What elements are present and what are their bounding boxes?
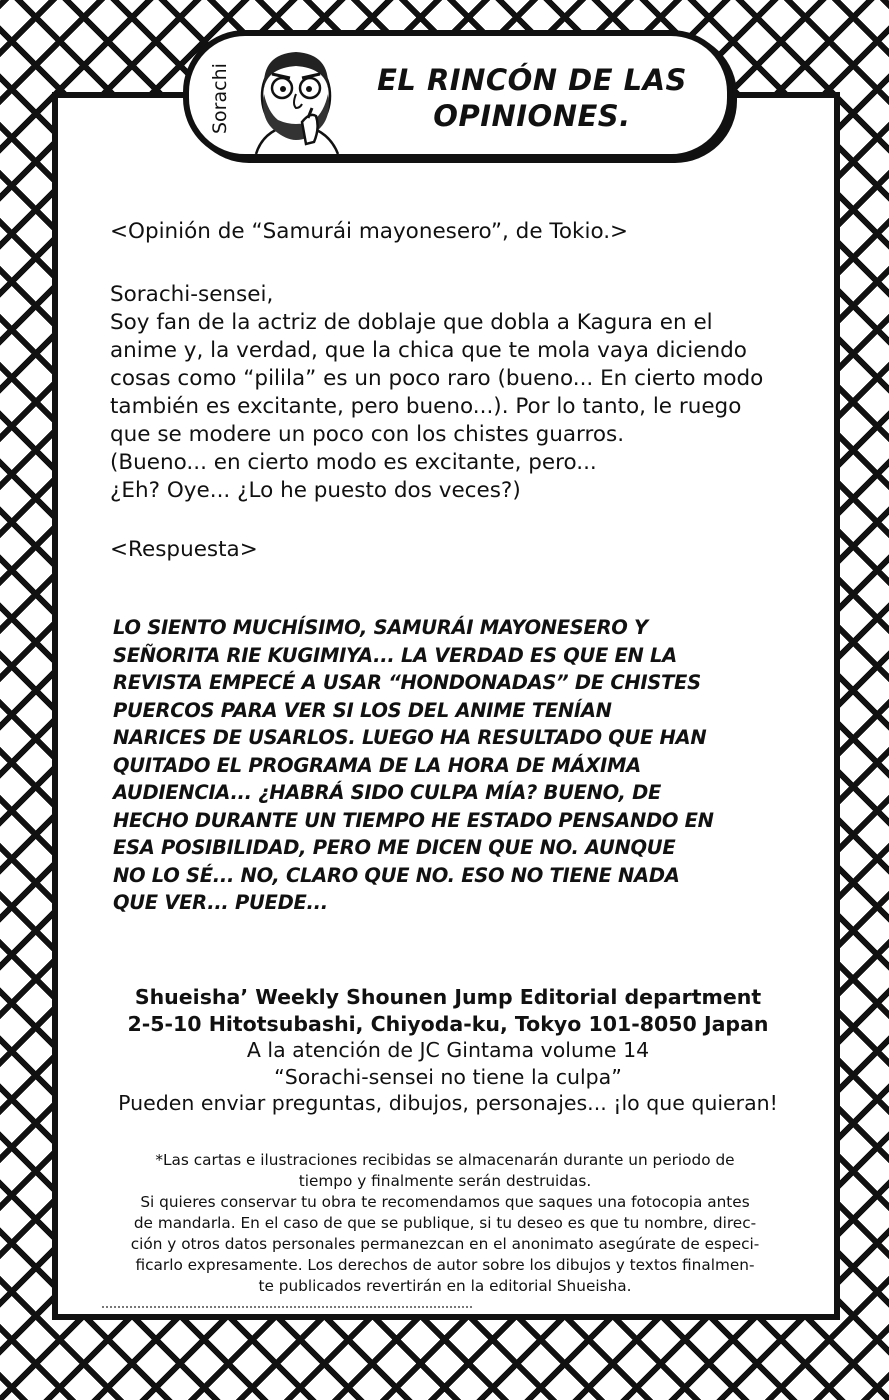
response-line: ESA POSIBILIDAD, PERO ME DICEN QUE NO. AUNQUE bbox=[113, 836, 676, 859]
response-line: PUERCOS PARA VER SI LOS DEL ANIME TENÍAN bbox=[113, 698, 612, 722]
letter-line: cosas como “pilila” es un poco raro (bueno... En cierto modo bbox=[110, 366, 764, 391]
address-line: A la atención de JC Gintama volume 14 bbox=[246, 1038, 650, 1062]
author-portrait-icon bbox=[234, 42, 358, 160]
author-name-vertical: Sorachi bbox=[209, 63, 231, 135]
letter-line: Soy fan de la actriz de doblaje que dobla a Kagura en el bbox=[110, 310, 713, 335]
title-line: EL RINCÓN DE LAS bbox=[377, 63, 687, 97]
fine-print-line: *Las cartas e ilustraciones recibidas se almacenarán durante un periodo de bbox=[155, 1151, 735, 1169]
response-line: REVISTA EMPECÉ A USAR “HONDONADAS” DE CHISTES bbox=[113, 671, 701, 694]
response-body bbox=[113, 614, 813, 917]
response-line: QUE VER... PUEDE... bbox=[113, 891, 328, 914]
letter-heading: <Opinión de “Samurái mayonesero”, de Tokio.> bbox=[110, 219, 629, 244]
response-line: NO LO SÉ... NO, CLARO QUE NO. ESO NO TIENE NADA bbox=[113, 863, 680, 887]
section-title bbox=[367, 62, 697, 134]
fine-print-line: Si quieres conservar tu obra te recomendamos que saques una fotocopia antes bbox=[140, 1193, 750, 1211]
letter-body bbox=[110, 281, 800, 505]
response-line: QUITADO EL PROGRAMA DE LA HORA DE MÁXIMA bbox=[113, 753, 641, 777]
mailing-address bbox=[60, 984, 836, 1117]
letter-line: Sorachi-sensei, bbox=[110, 282, 274, 307]
address-line: Pueden enviar preguntas, dibujos, personajes... ¡lo que quieran! bbox=[118, 1091, 778, 1115]
response-line: AUDIENCIA... ¿HABRÁ SIDO CULPA MÍA? BUENO, DE bbox=[113, 781, 661, 804]
address-line: “Sorachi-sensei no tiene la culpa” bbox=[274, 1064, 622, 1089]
response-label: <Respuesta> bbox=[110, 537, 258, 562]
response-line: HECHO DURANTE UN TIEMPO HE ESTADO PENSANDO EN bbox=[113, 808, 714, 832]
fine-print-line: te publicados revertirán en la editorial Shueisha. bbox=[258, 1277, 632, 1295]
fine-print-line: de mandarla. En el caso de que se publique, si tu deseo es que tu nombre, direc- bbox=[133, 1214, 757, 1232]
fine-print-line: tiempo y finalmente serán destruidas. bbox=[298, 1172, 592, 1190]
letter-line: que se modere un poco con los chistes guarros. bbox=[110, 422, 625, 447]
response-line: SEÑORITA RIE KUGIMIYA... LA VERDAD ES QUE EN LA bbox=[113, 643, 677, 667]
letter-line: anime y, la verdad, que la chica que te mola vaya diciendo bbox=[110, 338, 747, 363]
letter-line: (Bueno... en cierto modo es excitante, pero... bbox=[110, 450, 597, 475]
header-banner bbox=[183, 30, 733, 160]
fine-print-line: ficarlo expresamente. Los derechos de autor sobre los dibujos y textos finalmen- bbox=[135, 1256, 755, 1274]
title-line: OPINIONES. bbox=[433, 99, 631, 133]
letter-line: también es excitante, pero bueno...). Por lo tanto, le ruego bbox=[110, 394, 742, 419]
fine-print bbox=[100, 1150, 790, 1297]
response-line: NARICES DE USARLOS. LUEGO HA RESULTADO QUE HAN bbox=[113, 726, 707, 749]
response-line: LO SIENTO MUCHÍSIMO, SAMURÁI MAYONESERO Y bbox=[113, 616, 648, 639]
address-line: 2-5-10 Hitotsubashi, Chiyoda-ku, Tokyo 101-8050 Japan bbox=[127, 1011, 769, 1036]
fine-print-line: ción y otros datos personales permanezcan en el anonimato asegúrate de especi- bbox=[130, 1235, 760, 1253]
dotted-divider bbox=[102, 1306, 472, 1308]
letter-line: ¿Eh? Oye... ¿Lo he puesto dos veces?) bbox=[110, 478, 521, 503]
address-line: Shueisha’ Weekly Shounen Jump Editorial department bbox=[134, 985, 762, 1009]
